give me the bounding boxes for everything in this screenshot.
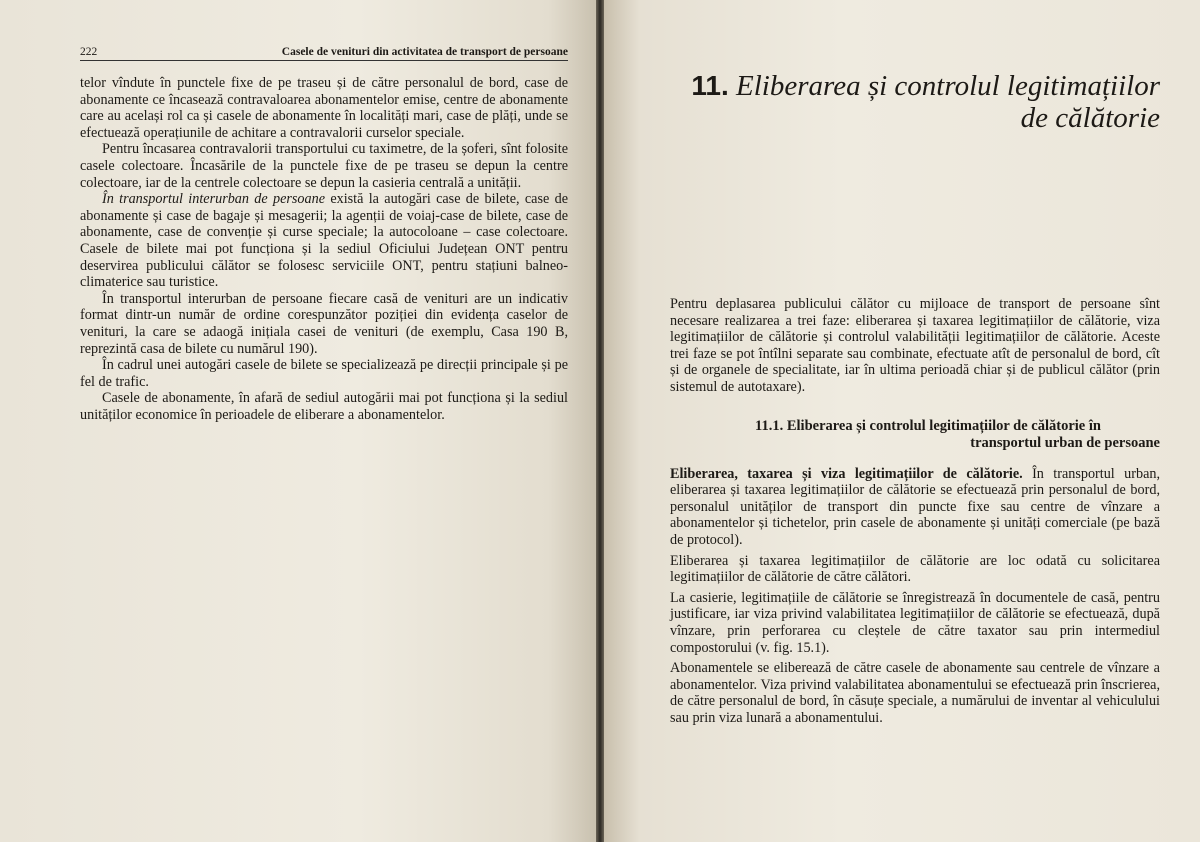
runin-text: În transportul urban, eliberarea și taxarea legitimațiilor de călătorie se efectuează prin personalul de bord, personalul unităților de transport din puncte fixe sau centre de vînzare a abonamentelor și tichetelor, prin casele de abonamente și unități comerciale (pe bază de protocol). (670, 465, 1161, 548)
paragraph-continuation: telor vîndute în punctele fixe de pe traseu și de către personalul de bord, case de abonamente ce încasează contravaloarea abonamentelor emise, centre de abonamente care au același rol ca și casele de abonamente în localități mari, case de plăți, unde se efectuează operațiunile de achitare a contravalorii curselor speciale. (80, 75, 568, 141)
chapter-title-line2: de călătorie (1020, 102, 1160, 134)
paragraph-eliberarea (670, 466, 1160, 549)
page-number: 222 (80, 46, 98, 58)
paragraph-abonamente: Casele de abonamente, în afară de sediul autogării mai pot funcționa și la sediul unităților economice în perioadele de eliberare a abonamentelor. (80, 390, 568, 423)
chapter-title-line1: Eliberarea și controlul legitimațiilor (736, 70, 1160, 102)
paragraph-indicativ: În transportul interurban de persoane fiecare casă de venituri are un indicativ format dintr-un număr de ordine corespunzător poziției din evidența caselor de venituri, la care se adaogă inițiala casei de venituri (de exemplu, Casa 190 B, reprezintă casa de bilete cu numărul 190). (80, 290, 568, 357)
paragraph-interurban (80, 191, 568, 291)
paragraph-taxi: Pentru încasarea contravalorii transportului cu taximetre, de la șoferi, sînt folosite casele colectoare. Încasările de la punctele fixe de pe traseu se depun la centre colectoare, iar de la centrele colectoare se depun la casieria centrală a unității. (80, 141, 568, 191)
intro-paragraph: Pentru deplasarea publicului călător cu mijloace de transport de persoane sînt necesare realizarea a trei faze: eliberarea și taxarea legitimațiilor de călătorie, viza legitimațiilor de călătorie și controlul valabilității legitimațiilor de călătorie. Aceste trei faze se pot întîlni separate sau combinate, efectuate atît de personalul de bord, cît și de organele de specialitate, iar în ultima perioadă chiar și de publicul călător (prin sistemul de autotaxare). (670, 296, 1160, 395)
running-head (80, 46, 568, 61)
paragraph-abonamente-viza: Abonamentele se eliberează de către casele de abonamente sau centrele de vînzare a abonamentelor. Viza privind valabilitatea abonamentului se efectuează prin înscrierea, de către personalul de bord, în căsuțe speciale, a numărului de inventar al vehiculului sau prin viza lunară a abonamentului. (670, 660, 1160, 726)
paragraph-solicitare: Eliberarea și taxarea legitimațiilor de călătorie are loc odată cu solicitarea legitimațiilor de călătorie de către călători. (670, 552, 1160, 586)
chapter-heading (670, 70, 1160, 134)
chapter-number: 11. (691, 70, 729, 101)
paragraph-autogari: În cadrul unei autogări casele de bilete se specializează pe direcții principale și pe fel de trafic. (80, 357, 568, 390)
book-gutter (596, 0, 604, 842)
running-head-title: Casele de venituri din activitatea de transport de persoane (281, 46, 568, 58)
paragraph-text: există la autogări case de bilete, case de abonamente și case de bagaje și mesagerii; la agenții de voiaj-case de bilete, case de abonamente, case de convenție și curse speciale; la autocoloane – case colectoare. Casele de bilete mai pot funcționa și la sediul Oficiului Județean ONT pentru deservirea publicului călător se folosesc serviciile ONT, pentru stațiuni balneo-climaterice sau turistice. (80, 191, 568, 291)
section-heading-line1: 11.1. Eliberarea și controlul legitimațiilor de călătorie în (755, 417, 1101, 434)
section-heading-line2: transportul urban de persoane (970, 434, 1160, 451)
italic-lead: În transportul interurban de persoane (102, 191, 326, 208)
right-page-body (670, 296, 1160, 730)
runin-heading: Eliberarea, taxarea și viza legitimațiilor de călătorie. (670, 465, 1023, 482)
left-page (0, 0, 596, 842)
paragraph-casierie: La casierie, legitimațiile de călătorie se înregistrează în documentele de casă, pentru justificare, iar viza privind valabilitatea legitimațiilor de călătorie se efectuează, după vînzare, prin perforarea cu cleștele de către taxator sau prin intermediul compostorului (v. fig. 15.1). (670, 589, 1160, 656)
section-heading (670, 418, 1160, 452)
